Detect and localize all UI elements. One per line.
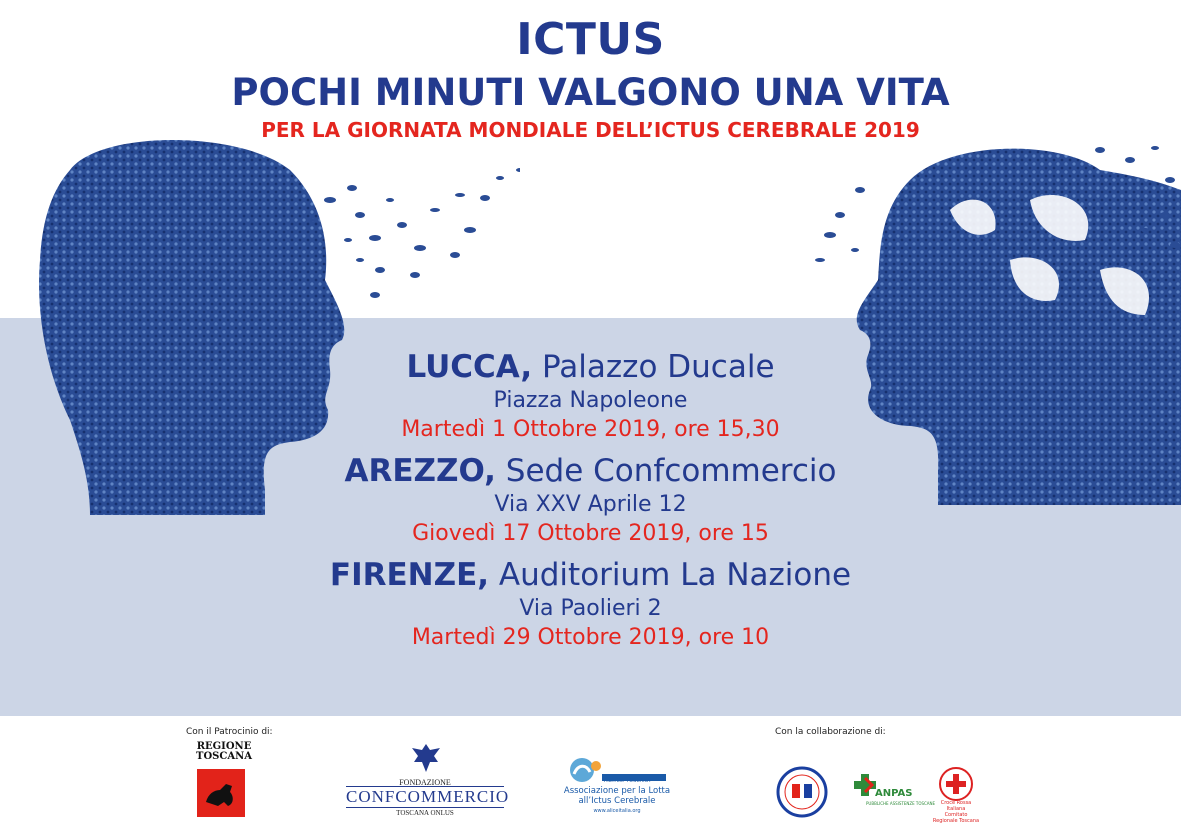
alice-mark: A.L.I.Ce. TOSCANA <box>604 778 651 784</box>
event-date: Martedì 1 Ottobre 2019, ore 15,30 <box>401 417 780 442</box>
misericordie-seal <box>776 766 828 818</box>
events-list <box>0 348 1181 660</box>
occasion-line: PER LA GIORNATA MONDIALE DELL’ICTUS CEREBRALE 2019 <box>261 118 920 142</box>
event-firenze <box>0 556 1181 652</box>
regione-toscana-name: REGIONE TOSCANA <box>196 741 252 762</box>
collaboration-label: Con la collaborazione di: <box>775 727 886 737</box>
cri-sub: Comitato Regionale Toscana <box>932 812 980 824</box>
alice-url: www.aliceitalia.org <box>593 808 641 814</box>
event-venue: Auditorium La Nazione <box>498 557 852 593</box>
event-street: Via XXV Aprile 12 <box>494 492 687 517</box>
event-date: Martedì 29 Ottobre 2019, ore 10 <box>411 625 770 650</box>
anpas-sub: PUBBLICHE ASSISTENZE TOSCANE <box>866 801 936 806</box>
alice-name: Associazione per la Lotta all’Ictus Cerebrale <box>563 786 671 806</box>
confcommercio-name: CONFCOMMERCIO <box>346 787 510 806</box>
red-cross-icon <box>938 766 974 802</box>
confcommercio-eagle-icon <box>410 740 442 776</box>
event-lucca <box>0 348 1181 444</box>
main-title: ICTUS <box>516 14 665 65</box>
patronage-label: Con il Patrocinio di: <box>186 727 273 737</box>
event-street: Via Paolieri 2 <box>519 596 662 621</box>
event-venue: Sede Confcommercio <box>505 453 837 489</box>
cri-label <box>932 800 980 824</box>
confcommercio-line3: TOSCANA ONLUS <box>396 809 454 817</box>
confcommercio-line1: FONDAZIONE <box>399 778 451 787</box>
event-location <box>0 556 1181 594</box>
event-city: LUCCA, <box>406 349 533 385</box>
event-date: Giovedì 17 Ottobre 2019, ore 15 <box>412 521 769 546</box>
event-venue: Palazzo Ducale <box>542 349 775 385</box>
event-street: Piazza Napoleone <box>493 388 688 413</box>
event-location <box>0 348 1181 386</box>
cri-name: Croce Rossa Italiana <box>940 800 972 812</box>
event-city: AREZZO, <box>344 453 496 489</box>
main-subtitle: POCHI MINUTI VALGONO UNA VITA <box>231 71 950 114</box>
event-city: FIRENZE, <box>329 557 490 593</box>
anpas-name: ANPAS <box>875 788 913 799</box>
event-location <box>0 452 1181 490</box>
regione-toscana-logo <box>196 768 246 818</box>
event-arezzo <box>0 452 1181 548</box>
